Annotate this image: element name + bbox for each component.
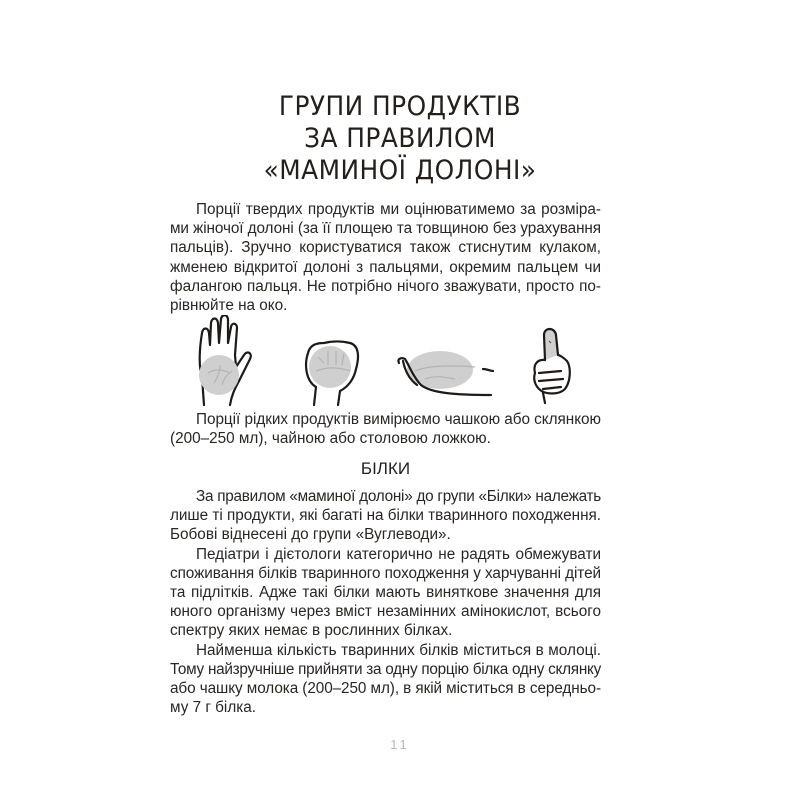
title-line: «МАМИНОЇ ДОЛОНІ» (263, 155, 537, 186)
text-line: Тому найзручніше прийняти за одну порцію білка одну склянку (170, 660, 601, 678)
text-line: рівнюйте на око. (170, 297, 288, 315)
text-line: спектру яких немає в рослинних білках. (170, 622, 453, 640)
fist-icon (298, 315, 368, 407)
page-title (188, 91, 611, 187)
text-line: (200–250 мл), чайною або столовою ложкою. (170, 430, 491, 448)
text-line: Порції твердих продуктів ми оцінюватимемо за розміра- (196, 201, 601, 218)
text-line: лише ті продукти, які багаті на білки тваринного походження. (170, 507, 601, 525)
title-line: ЗА ПРАВИЛОМ (304, 123, 496, 154)
open-palm-icon (190, 315, 260, 407)
intro-paragraph (170, 200, 601, 315)
text-line: му 7 г білка. (170, 699, 257, 717)
text-line: споживання білків тваринного походження у харчуванні дітей (170, 564, 601, 582)
page-number: 11 (390, 737, 410, 752)
text-line: Бобові віднесені до групи «Вуглеводи». (170, 526, 451, 544)
section-heading: БІЛКИ (360, 459, 411, 478)
text-line: ми жіночої долоні (за її площею та товщиною без урахування (170, 220, 601, 238)
text-line: Найменша кількість тваринних білків міститься в молоці. (196, 641, 601, 659)
text-line: За правилом «маминої долоні» до групи «Білки» належать (196, 488, 601, 505)
text-line: Порції рідких продуктів вимірюємо чашкою або склянкою (196, 411, 601, 428)
text-line: Педіатри і дієтологи категорично не радять обмежувати (196, 545, 601, 563)
text-line: або чашку молока (200–250 мл), в якій міститься в середньо- (170, 680, 601, 698)
liquid-paragraph (170, 410, 601, 448)
thumb-icon (515, 315, 585, 407)
paragraph (170, 641, 601, 718)
text-line: фалангою пальця. Не потрібно нічого зважувати, просто по- (170, 277, 601, 295)
proteins-section (170, 487, 601, 717)
title-line: ГРУПИ ПРОДУКТІВ (278, 91, 522, 122)
text-line: пальців). Зручно користуватися також стиснутим кулаком, (170, 239, 601, 257)
text-line: та підлітків. Адже такі білки мають виняткове значення для (170, 584, 601, 602)
cupped-hand-icon (395, 315, 495, 407)
text-line: юного організму через вміст незамінних амінокислот, всього (170, 603, 601, 621)
paragraph (170, 545, 601, 641)
text-line: жменею відкритої долоні з пальцями, окремим пальцем чи (170, 258, 601, 276)
paragraph (170, 487, 601, 545)
hand-illustrations (180, 315, 620, 407)
